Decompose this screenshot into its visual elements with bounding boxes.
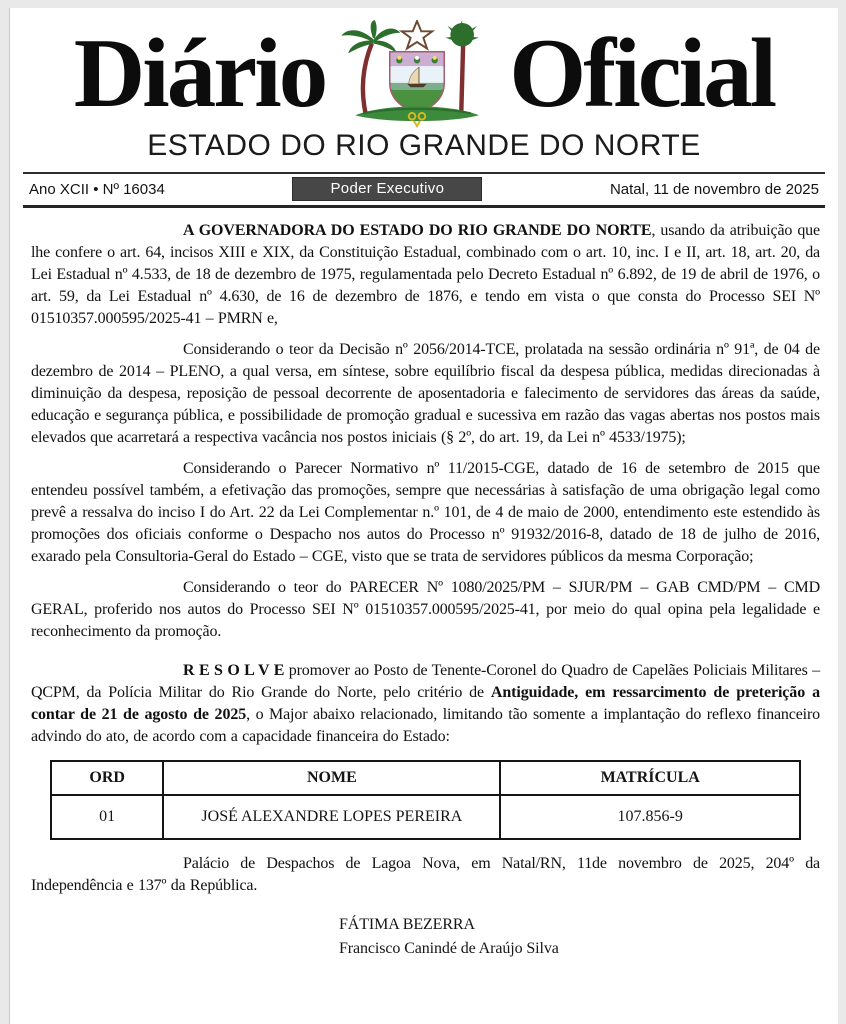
signature-governor: FÁTIMA BEZERRA: [339, 916, 475, 933]
gazette-page: [9, 8, 838, 1024]
state-coat-of-arms-icon: [333, 20, 501, 130]
masthead-title-right: Oficial: [509, 19, 775, 129]
signature-block: [31, 913, 820, 961]
resolve-text-mid: promover ao Posto de Tenente-Coronel do Quadro de Capelães Policiais Militares – QCPM, da Polícia Militar do Rio Grande do Norte, pelo critério de: [31, 662, 820, 701]
paragraph-considering-3: Considerando o teor do PARECER Nº 1080/2025/PM – SJUR/PM – GAB CMD/PM – CMD GERAL, proferido nos autos do Processo SEI Nº 01510357.000595/2025-41, por meio do qual opina pela legalidade e reconhecimento da promoção.: [31, 579, 820, 640]
edition-number: Ano XCII • Nº 16034: [29, 180, 165, 198]
cell-matricula: 107.856-9: [500, 795, 800, 839]
preamble-authority: A GOVERNADORA DO ESTADO DO RIO GRANDE DO NORTE: [183, 222, 652, 239]
resolve-keyword: R E S O L V E: [183, 662, 285, 679]
paragraph-closing: Palácio de Despachos de Lagoa Nova, em Natal/RN, 11de novembro de 2025, 204º da Independência e 137º da República.: [31, 855, 820, 894]
masthead-title-row: [10, 19, 838, 129]
masthead: [10, 8, 838, 163]
dateline: Natal, 11 de novembro de 2025: [609, 180, 819, 198]
paragraph-considering-2: Considerando o Parecer Normativo nº 11/2015-CGE, datado de 16 de setembro de 2015 que entendeu possível também, a efetivação das promoções, sempre que necessárias à satisfação de uma obrigação legal como prevê a ressalva do inciso I do Art. 22 da Lei Complementar n.º 101, de 4 de maio de 2000, entendimento este estendido às promoções dos oficiais conforme o Despacho nos autos do Processo nº 91932/2016-8, datado de 18 de julho de 2016, exarado pela Consultoria-Geral do Estado – CGE, visto que se trata de servidores públicos da mesma Corporação;: [31, 460, 820, 565]
paragraph-considering-1: Considerando o teor da Decisão nº 2056/2014-TCE, prolatada na sessão ordinária nº 91ª, de 04 de dezembro de 2014 – PLENO, a qual versa, em síntese, sobre equilíbrio fiscal da despesa pública, medidas direcionadas à diminuição da despesa, reposição de pessoal decorrente de aposentadoria e falecimento de servidores das áreas da saúde, educação e segurança pública, e possibilidade de promoção gradual e sucessiva em razão das vagas abertas nos postos mais elevados que acarretará a respectiva vacância nos postos iniciais (§ 2º, do art. 19, da Lei nº 4533/1975);: [31, 341, 820, 446]
signature-secretary: Francisco Canindé de Araújo Silva: [339, 940, 559, 957]
table-header-nome: NOME: [163, 761, 500, 795]
table-header-row: [51, 761, 800, 795]
table-header-ord: ORD: [51, 761, 163, 795]
decree-body: [10, 208, 838, 961]
paragraph-resolve: [31, 660, 820, 748]
masthead-subtitle: ESTADO DO RIO GRANDE DO NORTE: [147, 129, 701, 162]
resolve-text-rest: , o Major abaixo relacionado, limitando tão somente a implantação do reflexo financeiro advindo do ato, de acordo com a capacidade financeira do Estado:: [31, 706, 820, 745]
table-header-matricula: MATRÍCULA: [500, 761, 800, 795]
paragraph-preamble: [31, 220, 820, 330]
cell-nome: JOSÉ ALEXANDRE LOPES PEREIRA: [163, 795, 500, 839]
cell-ord: 01: [51, 795, 163, 839]
masthead-title-left: Diário: [73, 19, 326, 129]
branch-badge: Poder Executivo: [293, 178, 481, 200]
resolve-criterion: Antiguidade, em ressarcimento de preterição a contar de 21 de agosto de 2025: [31, 684, 820, 723]
info-bar: [23, 172, 825, 208]
preamble-text: , usando da atribuição que lhe confere o art. 64, incisos XIII e XIX, da Constituição Estadual, combinado com o art. 10, inc. I e II, art. 18, art. 20, da Lei Estadual nº 4.533, de 18 de dezembro de 1975, regulamentada pelo Decreto Estadual nº 6.892, de 19 de abril de 1976, o art. 59, da Lei Estadual nº 4.630, de 16 de dezembro de 1876, e tendo em vista o que consta do Processo SEI Nº 01510357.000595/2025-41 – PMRN e,: [31, 222, 820, 327]
table-row: [51, 795, 800, 839]
promotion-table: [50, 760, 801, 840]
